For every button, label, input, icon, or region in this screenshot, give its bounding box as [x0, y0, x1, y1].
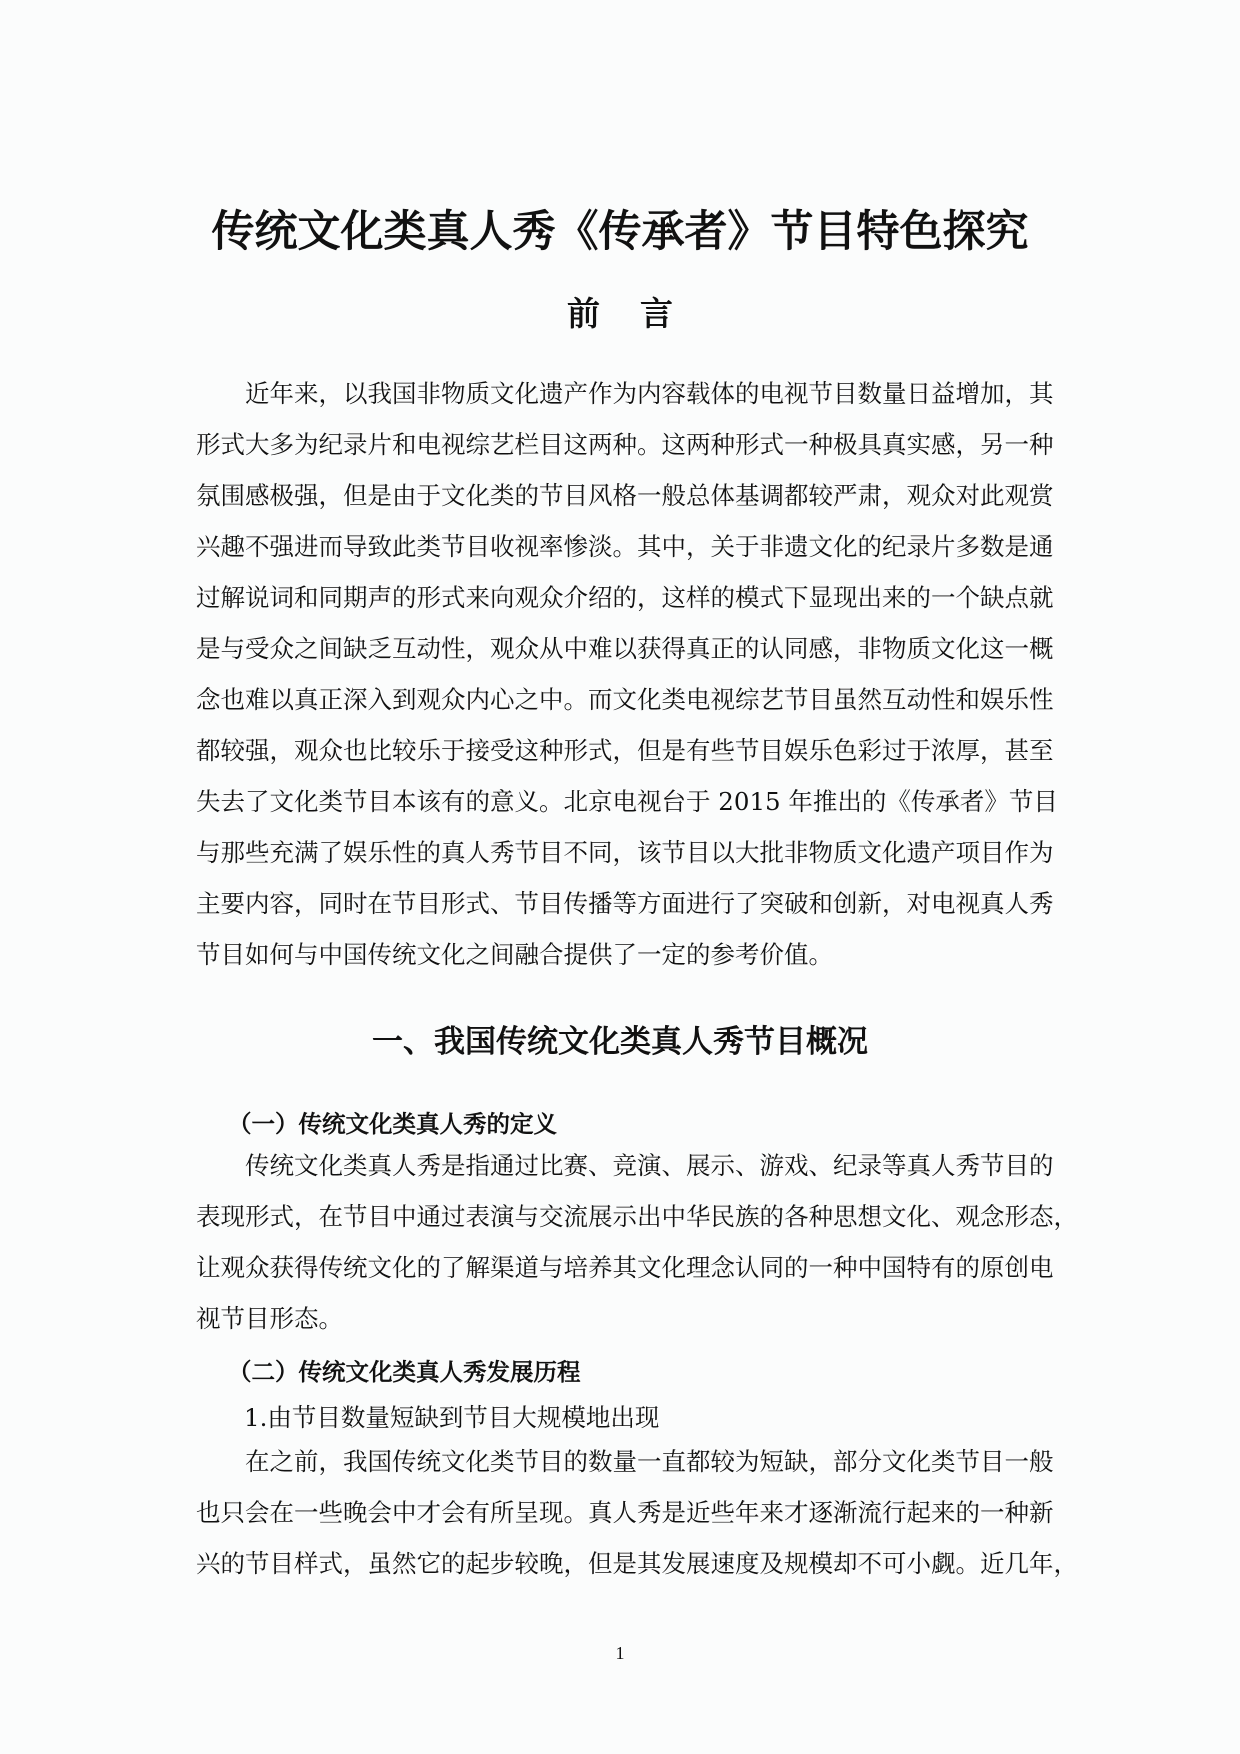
definition-paragraph [196, 1140, 1078, 1344]
text-line: 节目如何与中国传统文化之间融合提供了一定的参考价值。 [196, 940, 833, 969]
text-line: 是与受众之间缺乏互动性，观众从中难以获得真正的认同感，非物质文化这一概 [196, 634, 1054, 663]
document-title: 传统文化类真人秀《传承者》节目特色探究 [211, 207, 1029, 257]
text-line: 兴的节目样式，虽然它的起步较晚，但是其发展速度及规模却不可小觑。近几年， [196, 1549, 1078, 1578]
item-1-heading: 1.由节目数量短缺到节目大规模地出现 [244, 1403, 660, 1432]
text-line: 也只会在一些晚会中才会有所呈现。真人秀是近些年来才逐渐流行起来的一种新 [196, 1498, 1054, 1527]
text-line: 近年来，以我国非物质文化遗产作为内容载体的电视节目数量日益增加，其 [245, 379, 1054, 408]
preface-heading-char-2: 言 [640, 294, 673, 333]
preface-paragraph [196, 368, 1070, 980]
text-line: 失去了文化类节目本该有的意义。北京电视台于 2015 年推出的《传承者》节目 [196, 787, 1058, 816]
text-line: 传统文化类真人秀是指通过比赛、竞演、展示、游戏、纪录等真人秀节目的 [245, 1151, 1054, 1180]
text-line: 让观众获得传统文化的了解渠道与培养其文化理念认同的一种中国特有的原创电 [196, 1253, 1054, 1282]
text-line: 都较强，观众也比较乐于接受这种形式，但是有些节目娱乐色彩过于浓厚，甚至 [196, 736, 1054, 765]
text-line: 与那些充满了娱乐性的真人秀节目不同，该节目以大批非物质文化遗产项目作为 [196, 838, 1054, 867]
subsection-1-heading: （一）传统文化类真人秀的定义 [228, 1110, 557, 1138]
subsection-2-heading: （二）传统文化类真人秀发展历程 [228, 1358, 581, 1386]
text-line: 念也难以真正深入到观众内心之中。而文化类电视综艺节目虽然互动性和娱乐性 [196, 685, 1054, 714]
text-line: 主要内容，同时在节目形式、节目传播等方面进行了突破和创新，对电视真人秀 [196, 889, 1054, 918]
text-line: 过解说词和同期声的形式来向观众介绍的，这样的模式下显现出来的一个缺点就 [196, 583, 1054, 612]
text-line: 氛围感极强，但是由于文化类的节目风格一般总体基调都较严肃，观众对此观赏 [196, 481, 1054, 510]
section-1-heading: 一、我国传统文化类真人秀节目概况 [372, 1024, 868, 1060]
text-line: 视节目形态。 [196, 1304, 343, 1333]
text-line: 表现形式，在节目中通过表演与交流展示出中华民族的各种思想文化、观念形态， [196, 1202, 1078, 1231]
text-line: 兴趣不强进而导致此类节目收视率惨淡。其中，关于非遗文化的纪录片多数是通 [196, 532, 1054, 561]
text-line: 在之前，我国传统文化类节目的数量一直都较为短缺，部分文化类节目一般 [245, 1447, 1054, 1476]
history-paragraph [196, 1436, 1078, 1589]
preface-heading-char-1: 前 [567, 294, 600, 333]
preface-heading [0, 292, 1240, 336]
text-line: 形式大多为纪录片和电视综艺栏目这两种。这两种形式一种极具真实感，另一种 [196, 430, 1054, 459]
page-number: 1 [615, 1643, 625, 1663]
